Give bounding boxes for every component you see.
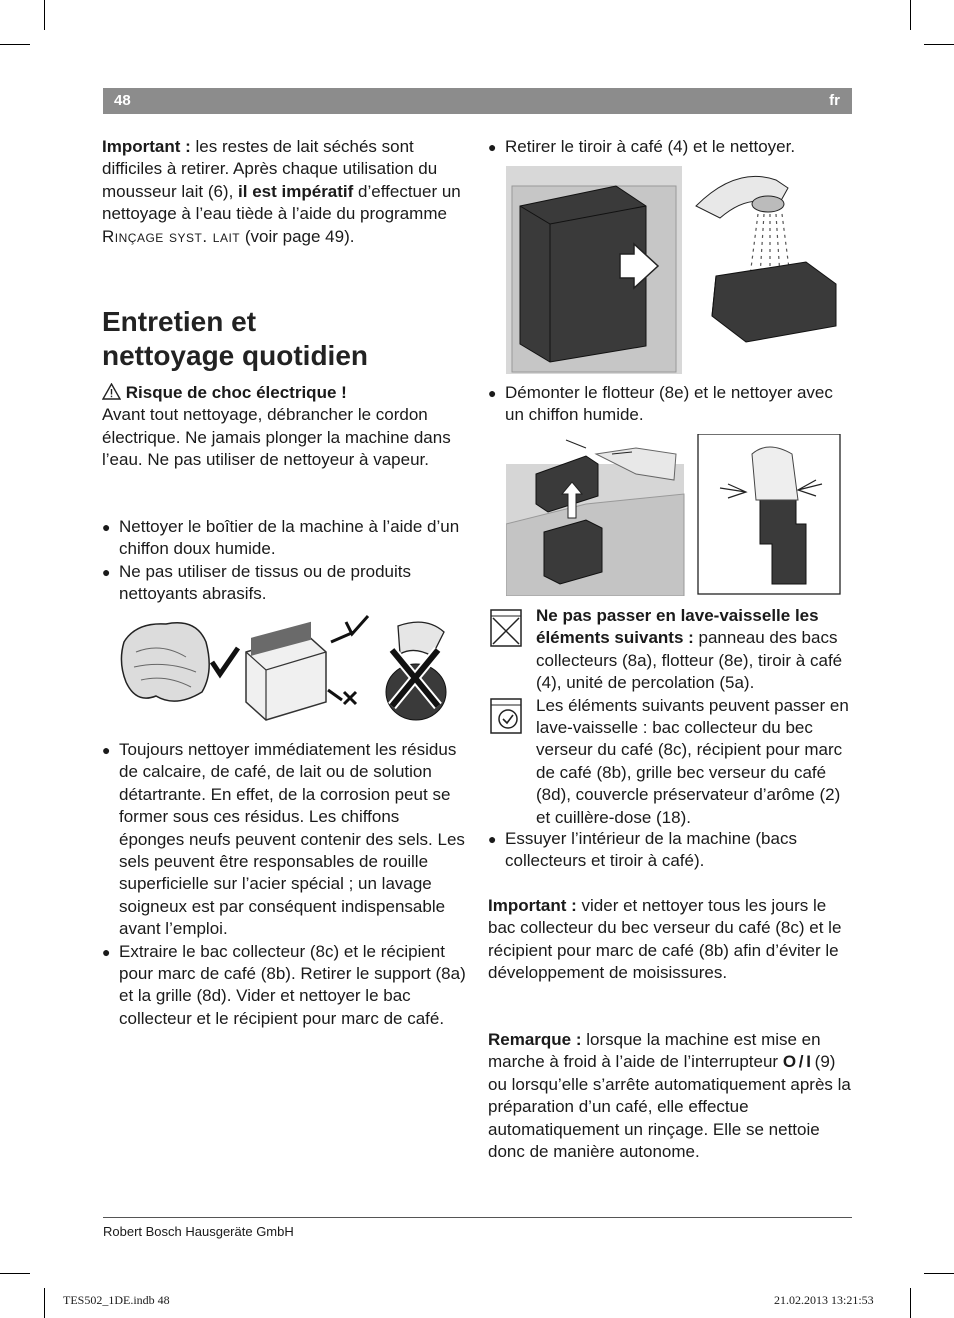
important-intro [102, 136, 462, 248]
important-block-2 [488, 895, 852, 985]
important-bold: il est impératif [238, 181, 354, 201]
no-dishwasher-title: Ne pas passer en lave-vaisselle les éléments suivants : [536, 606, 819, 648]
page-header [103, 88, 852, 114]
list-item: ● Extraire le bac collecteur (8c) et le récipient pour marc de café (8b). Retirer le support (8a) et la grille (8d). Vider et nettoyer le bac collecteur et le récipient pour marc de café. [102, 941, 466, 1031]
crop-mark [44, 1288, 45, 1318]
cleaning-materials-illustration [116, 612, 456, 724]
crop-mark [924, 1273, 954, 1274]
bullet-float [488, 382, 852, 427]
bullet-list-2 [102, 739, 466, 1030]
crop-mark [0, 44, 30, 45]
program-name: Rinçage syst. lait [102, 226, 241, 246]
bullet-wipe [488, 828, 852, 873]
crop-mark [910, 1288, 911, 1318]
section-heading [102, 305, 368, 373]
warning-triangle-icon [102, 383, 121, 400]
list-item: ● Essuyer l’intérieur de la machine (bacs collecteurs et tiroir à café). [488, 828, 852, 873]
remark-block [488, 1029, 854, 1163]
heading-line-2: nettoyage quotidien [102, 340, 368, 371]
coffee-drawer-illustration [506, 166, 846, 376]
important-text-2b: vider et nettoyer tous les jours le bac collecteur du bec verseur du café (8c) et le récipient pour marc de café (8b) afin d’éviter le développement de moisissures. [488, 896, 842, 983]
slug-file: TES502_1DE.indb 48 [63, 1293, 170, 1307]
slug-date: 21.02.2013 13:21:53 [774, 1293, 874, 1307]
remark-text: lorsque la machine est mise en marche à froid à l’aide de l’interrupteur [488, 1030, 821, 1072]
list-item: ● Retirer le tiroir à café (4) et le nettoyer. [488, 136, 852, 158]
warning-title: Risque de choc électrique ! [125, 383, 347, 402]
bullet-list-1 [102, 516, 464, 606]
page-number: 48 [114, 92, 131, 109]
no-dishwasher-icon [489, 608, 523, 648]
list-item: ● Ne pas utiliser de tissus ou de produits nettoyants abrasifs. [102, 561, 464, 606]
dishwasher-ok-icon [489, 697, 523, 735]
list-item: ● Démonter le flotteur (8e) et le nettoyer avec un chiffon humide. [488, 382, 852, 427]
no-dishwasher-list: panneau des bacs collecteurs (8a), flotteur (8e), tiroir à café (4), unité de percolation (5a). [536, 628, 843, 693]
float-removal-illustration [506, 434, 842, 596]
footer-company: Robert Bosch Hausgeräte GmbH [103, 1224, 294, 1239]
important-label: Important : [102, 137, 191, 156]
crop-mark [910, 0, 911, 30]
switch-label: O / I [782, 1052, 810, 1072]
dishwasher-ok-text: Les éléments suivants peuvent passer en lave-vaisselle : bac collecteur du bec verseur du café (8c), récipient pour marc de café (8b), grille bec verseur du café (8d), couvercle préservateur d’arôme (2) et cuillère-dose (18). [536, 695, 849, 827]
crop-mark [0, 1273, 30, 1274]
language-code: fr [829, 92, 840, 109]
remark-text-2: (9) ou lorsqu’elle s’arrête automatiquement après la préparation d’un café, elle effectue automatiquement un rinçage. Elle se nettoie donc de manière autonome. [488, 1052, 851, 1162]
important-label-2: Important : [488, 896, 577, 915]
list-item: ● Toujours nettoyer immédiatement les résidus de calcaire, de café, de lait ou de solution détartrante. En effet, de la corrosion peut se former sous ces résidus. Les chiffons éponges neufs peuvent contenir des sels. Les sels peuvent être responsables de rouille superficielle sur l’acier spécial ; un lavage soigneux est par conséquent indispensable avant l’emploi. [102, 739, 466, 941]
remark-label: Remarque : [488, 1030, 582, 1049]
check-icon [212, 648, 238, 674]
important-text: les restes de lait séchés sont difficiles à retirer. Après chaque utilisation du mousseur lait (6), [102, 137, 438, 201]
important-text-3: (voir page 49). [240, 226, 355, 246]
important-text-2: d’effectuer un nettoyage à l’eau tiède à l’aide du programme [102, 181, 461, 224]
warning-block [102, 382, 464, 472]
warning-text: Avant tout nettoyage, débrancher le cordon électrique. Ne jamais plonger la machine dans l’eau. Ne pas utiliser de nettoyeur à vapeur. [102, 405, 451, 470]
crop-mark [924, 44, 954, 45]
list-item: ● Nettoyer le boîtier de la machine à l’aide d’un chiffon doux humide. [102, 516, 464, 561]
crop-mark [44, 0, 45, 30]
no-dishwasher-text [536, 605, 854, 829]
footer-rule [103, 1217, 852, 1218]
heading-line-1: Entretien et [102, 306, 257, 337]
bullet-drawer [488, 136, 852, 158]
